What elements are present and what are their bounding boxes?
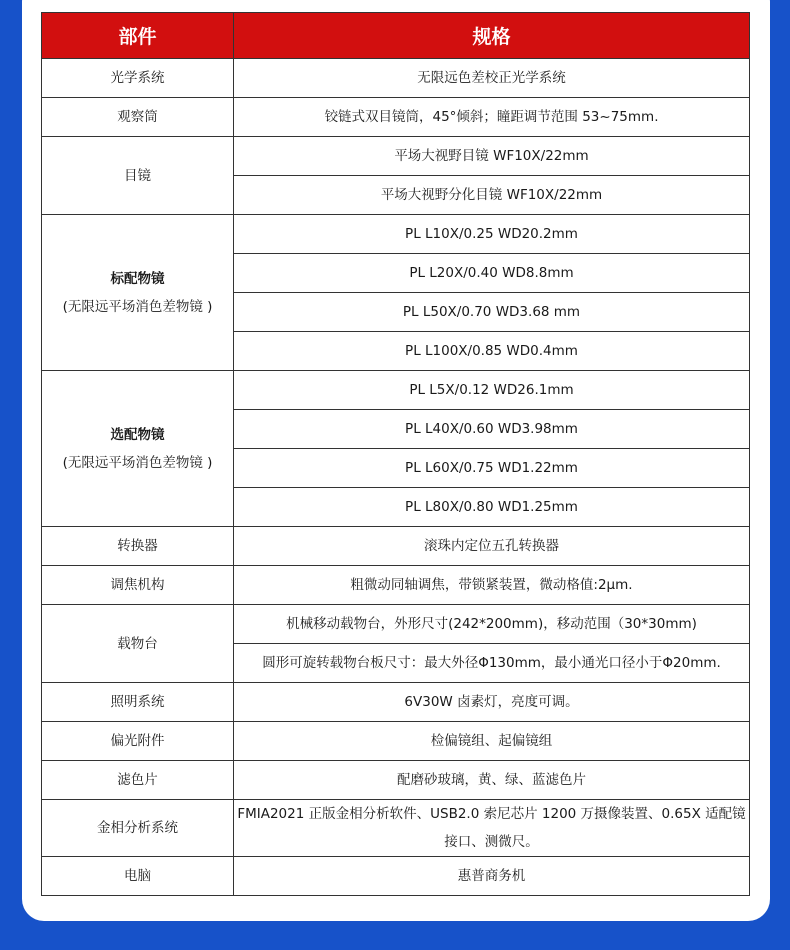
spec-table: [41, 12, 750, 896]
part-subtitle: (无限远平场消色差物镜 ): [62, 454, 213, 471]
part-cell: 金相分析系统: [42, 800, 234, 857]
spec-cell: 6V30W 卤素灯，亮度可调。: [234, 683, 750, 722]
spec-cell: 圆形可旋转载物台板尺寸：最大外径Φ130mm，最小通光口径小于Φ20mm.: [234, 644, 750, 683]
spec-cell: 平场大视野分化目镜 WF10X/22mm: [234, 176, 750, 215]
spec-cell: FMIA2021 正版金相分析软件、USB2.0 索尼芯片 1200 万摄像装置、0.65X 适配镜接口、测微尺。: [234, 800, 750, 857]
spec-cell: PL L50X/0.70 WD3.68 mm: [234, 293, 750, 332]
part-cell: 调焦机构: [42, 566, 234, 605]
table-row: [42, 800, 750, 857]
part-cell: 观察筒: [42, 98, 234, 137]
part-subtitle: (无限远平场消色差物镜 ): [62, 298, 213, 315]
spec-cell: 滚珠内定位五孔转换器: [234, 527, 750, 566]
part-cell: [42, 371, 234, 527]
spec-cell: 无限远色差校正光学系统: [234, 59, 750, 98]
table-row: [42, 527, 750, 566]
part-cell: 偏光附件: [42, 722, 234, 761]
spec-cell: PL L60X/0.75 WD1.22mm: [234, 449, 750, 488]
table-row: [42, 137, 750, 176]
part-cell: 照明系统: [42, 683, 234, 722]
table-row: [42, 59, 750, 98]
spec-cell: 惠普商务机: [234, 857, 750, 896]
spec-cell: 铰链式双目镜筒，45°倾斜；瞳距调节范围 53~75mm.: [234, 98, 750, 137]
part-cell: 转换器: [42, 527, 234, 566]
part-cell: 目镜: [42, 137, 234, 215]
spec-cell: PL L5X/0.12 WD26.1mm: [234, 371, 750, 410]
part-cell: 滤色片: [42, 761, 234, 800]
table-row: [42, 857, 750, 896]
spec-cell: PL L10X/0.25 WD20.2mm: [234, 215, 750, 254]
part-cell: [42, 215, 234, 371]
spec-cell: 配磨砂玻璃，黄、绿、蓝滤色片: [234, 761, 750, 800]
table-row: [42, 371, 750, 410]
part-cell: 载物台: [42, 605, 234, 683]
table-row: [42, 605, 750, 644]
table-row: [42, 215, 750, 254]
part-cell: 电脑: [42, 857, 234, 896]
part-cell: 光学系统: [42, 59, 234, 98]
table-row: [42, 566, 750, 605]
table-row: [42, 683, 750, 722]
table-row: [42, 722, 750, 761]
part-title: 标配物镜: [110, 270, 165, 287]
part-title: 选配物镜: [110, 426, 165, 443]
spec-cell: PL L20X/0.40 WD8.8mm: [234, 254, 750, 293]
table-row: [42, 98, 750, 137]
spec-cell: 检偏镜组、起偏镜组: [234, 722, 750, 761]
spec-cell: PL L40X/0.60 WD3.98mm: [234, 410, 750, 449]
spec-cell: PL L100X/0.85 WD0.4mm: [234, 332, 750, 371]
table-header-row: [42, 13, 750, 59]
spec-cell: 粗微动同轴调焦，带锁紧装置，微动格值:2μm.: [234, 566, 750, 605]
spec-cell: 平场大视野目镜 WF10X/22mm: [234, 137, 750, 176]
header-spec: 规格: [234, 13, 750, 59]
spec-cell: PL L80X/0.80 WD1.25mm: [234, 488, 750, 527]
header-part: 部件: [42, 13, 234, 59]
spec-cell: 机械移动载物台，外形尺寸(242*200mm)，移动范围（30*30mm): [234, 605, 750, 644]
table-row: [42, 761, 750, 800]
